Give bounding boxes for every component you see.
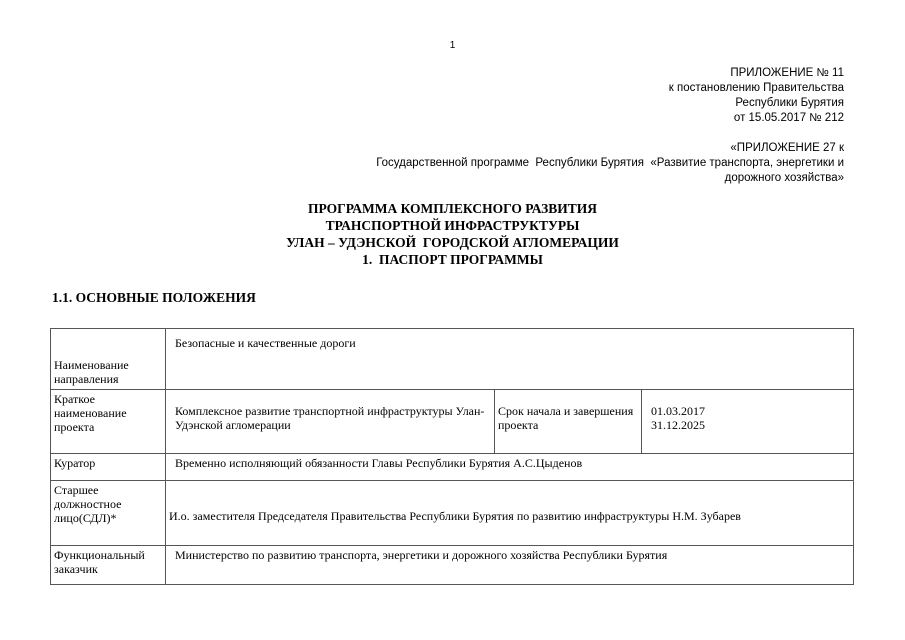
appendix-11-block xyxy=(669,66,844,126)
appendix-27-line: «ПРИЛОЖЕНИЕ 27 к xyxy=(730,142,844,154)
title-line: ТРАНСПОРТНОЙ ИНФРАСТРУКТУРЫ xyxy=(325,218,580,233)
curator-value: Временно исполняющий обязанности Главы Республики Бурятия А.С.Цыденов xyxy=(166,454,854,481)
senior-official-label: Старшее должностное лицо(СДЛ)* xyxy=(51,481,166,546)
document-title xyxy=(0,200,905,268)
project-dates xyxy=(642,390,854,454)
passport-table xyxy=(50,328,854,585)
title-line: ПРОГРАММА КОМПЛЕКСНОГО РАЗВИТИЯ xyxy=(307,201,598,216)
table-row xyxy=(51,481,854,546)
direction-value: Безопасные и качественные дороги xyxy=(166,329,854,390)
curator-label: Куратор xyxy=(51,454,166,481)
appendix-11-line: ПРИЛОЖЕНИЕ № 11 xyxy=(730,67,844,79)
project-end-date: 31.12.2025 xyxy=(651,418,705,432)
title-line: 1. ПАСПОРТ ПРОГРАММЫ xyxy=(362,252,543,267)
appendix-27-line: Государственной программе Республики Бурятия «Развитие транспорта, энергетики и xyxy=(376,157,844,169)
project-label: Краткое наименование проекта xyxy=(51,390,166,454)
appendix-27-block xyxy=(376,141,844,186)
table-row xyxy=(51,454,854,481)
table-row xyxy=(51,329,854,390)
table-row xyxy=(51,546,854,585)
appendix-27-line: дорожного хозяйства» xyxy=(724,172,844,184)
customer-value: Министерство по развитию транспорта, энергетики и дорожного хозяйства Республики Бурятия xyxy=(166,546,854,585)
section-heading: 1.1. ОСНОВНЫЕ ПОЛОЖЕНИЯ xyxy=(52,290,256,305)
appendix-11-line: Республики Бурятия xyxy=(735,97,844,109)
project-start-date: 01.03.2017 xyxy=(651,404,705,418)
page-number: 1 xyxy=(449,40,456,51)
appendix-11-line: к постановлению Правительства xyxy=(668,82,844,94)
customer-label: Функциональный заказчик xyxy=(51,546,166,585)
direction-label: Наименование направления xyxy=(51,329,166,390)
appendix-11-line: от 15.05.2017 № 212 xyxy=(733,112,844,124)
table-row xyxy=(51,390,854,454)
project-value: Комплексное развитие транспортной инфраструктуры Улан-Удэнской агломерации xyxy=(166,390,495,454)
senior-official-value: И.о. заместителя Председателя Правительства Республики Бурятия по развитию инфраструктуры Н.М. Зубарев xyxy=(166,481,854,546)
title-line: УЛАН – УДЭНСКОЙ ГОРОДСКОЙ АГЛОМЕРАЦИИ xyxy=(286,235,619,250)
project-term-label: Срок начала и завершения проекта xyxy=(495,390,642,454)
